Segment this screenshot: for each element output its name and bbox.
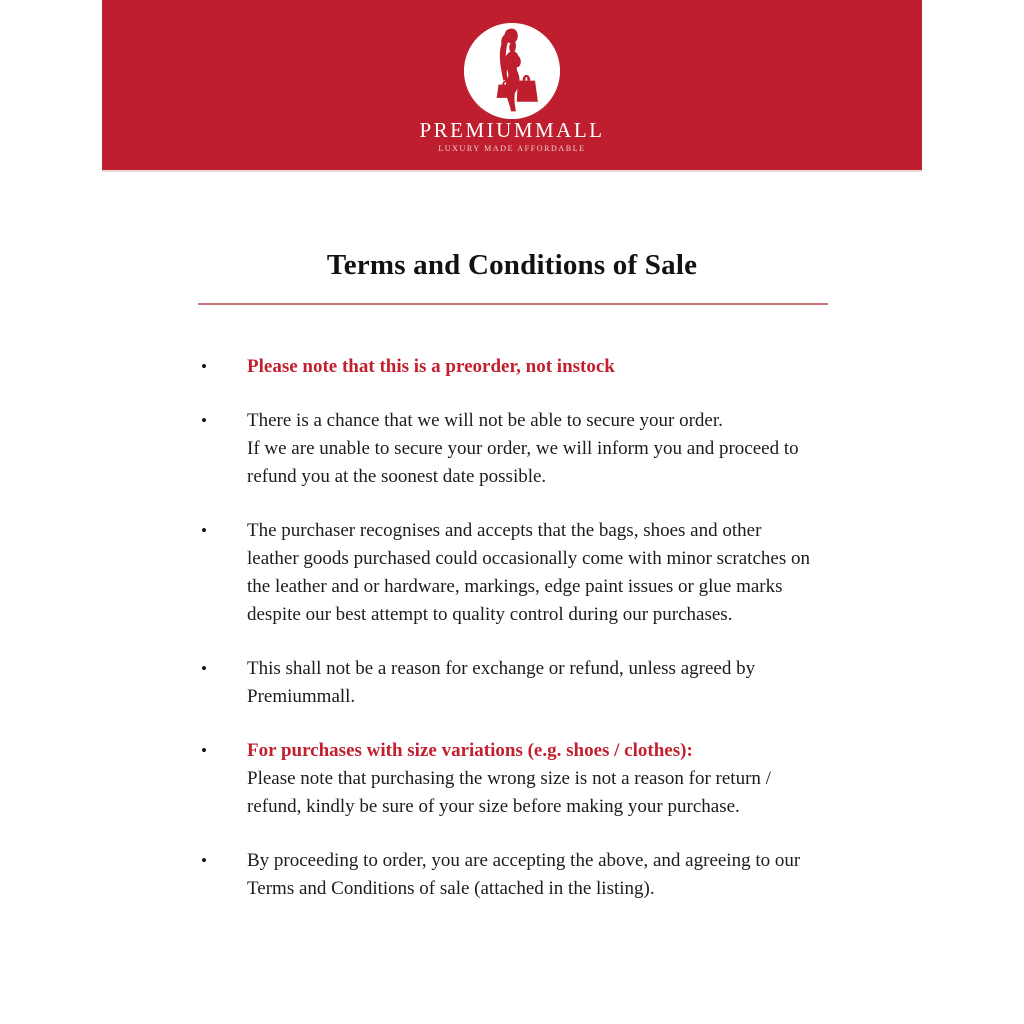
bullet-marker: • (201, 741, 207, 760)
terms-list (201, 353, 841, 929)
brand-banner (102, 0, 922, 172)
bullet-line: There is a chance that we will not be able to secure your order. (247, 410, 723, 431)
brand-name: PREMIUMMALL (419, 118, 605, 142)
bullet-item (201, 655, 841, 711)
bullet-line: leather goods purchased could occasionally come with minor scratches on (247, 548, 810, 569)
bullet-line: refund you at the soonest date possible. (247, 466, 547, 487)
bullet-marker: • (201, 521, 207, 540)
bullet-line: By proceeding to order, you are accepting the above, and agreeing to our (247, 850, 801, 871)
bullet-marker: • (201, 357, 207, 376)
brand-tagline: LUXURY MADE AFFORDABLE (438, 144, 586, 153)
bullet-marker: • (201, 659, 207, 678)
bullet-item (201, 517, 841, 629)
woman-shopper-icon (464, 23, 560, 119)
bullet-item (201, 847, 841, 903)
page-title: Terms and Conditions of Sale (326, 249, 698, 281)
bullet-item (201, 353, 841, 381)
title-divider (198, 303, 828, 305)
brand-logo (464, 23, 560, 119)
bullet-marker: • (201, 851, 207, 870)
bullet-line: refund, kindly be sure of your size before making your purchase. (247, 796, 740, 817)
bullet-line: the leather and or hardware, markings, edge paint issues or glue marks (247, 576, 783, 597)
bullet-item (201, 737, 841, 821)
bullet-item (201, 407, 841, 491)
bullet-line: Please note that this is a preorder, not instock (247, 356, 615, 377)
bullet-line: despite our best attempt to quality control during our purchases. (247, 604, 733, 625)
bullet-line: This shall not be a reason for exchange or refund, unless agreed by (247, 658, 756, 679)
bullet-line: For purchases with size variations (e.g. shoes / clothes): (247, 740, 693, 761)
bullet-marker: • (201, 411, 207, 430)
bullet-line: Terms and Conditions of sale (attached in the listing). (247, 878, 655, 899)
bullet-line: If we are unable to secure your order, we will inform you and proceed to (247, 438, 799, 459)
bullet-line: Please note that purchasing the wrong size is not a reason for return / (247, 768, 771, 789)
bullet-line: Premiummall. (247, 686, 356, 707)
bullet-line: The purchaser recognises and accepts that the bags, shoes and other (247, 520, 762, 541)
